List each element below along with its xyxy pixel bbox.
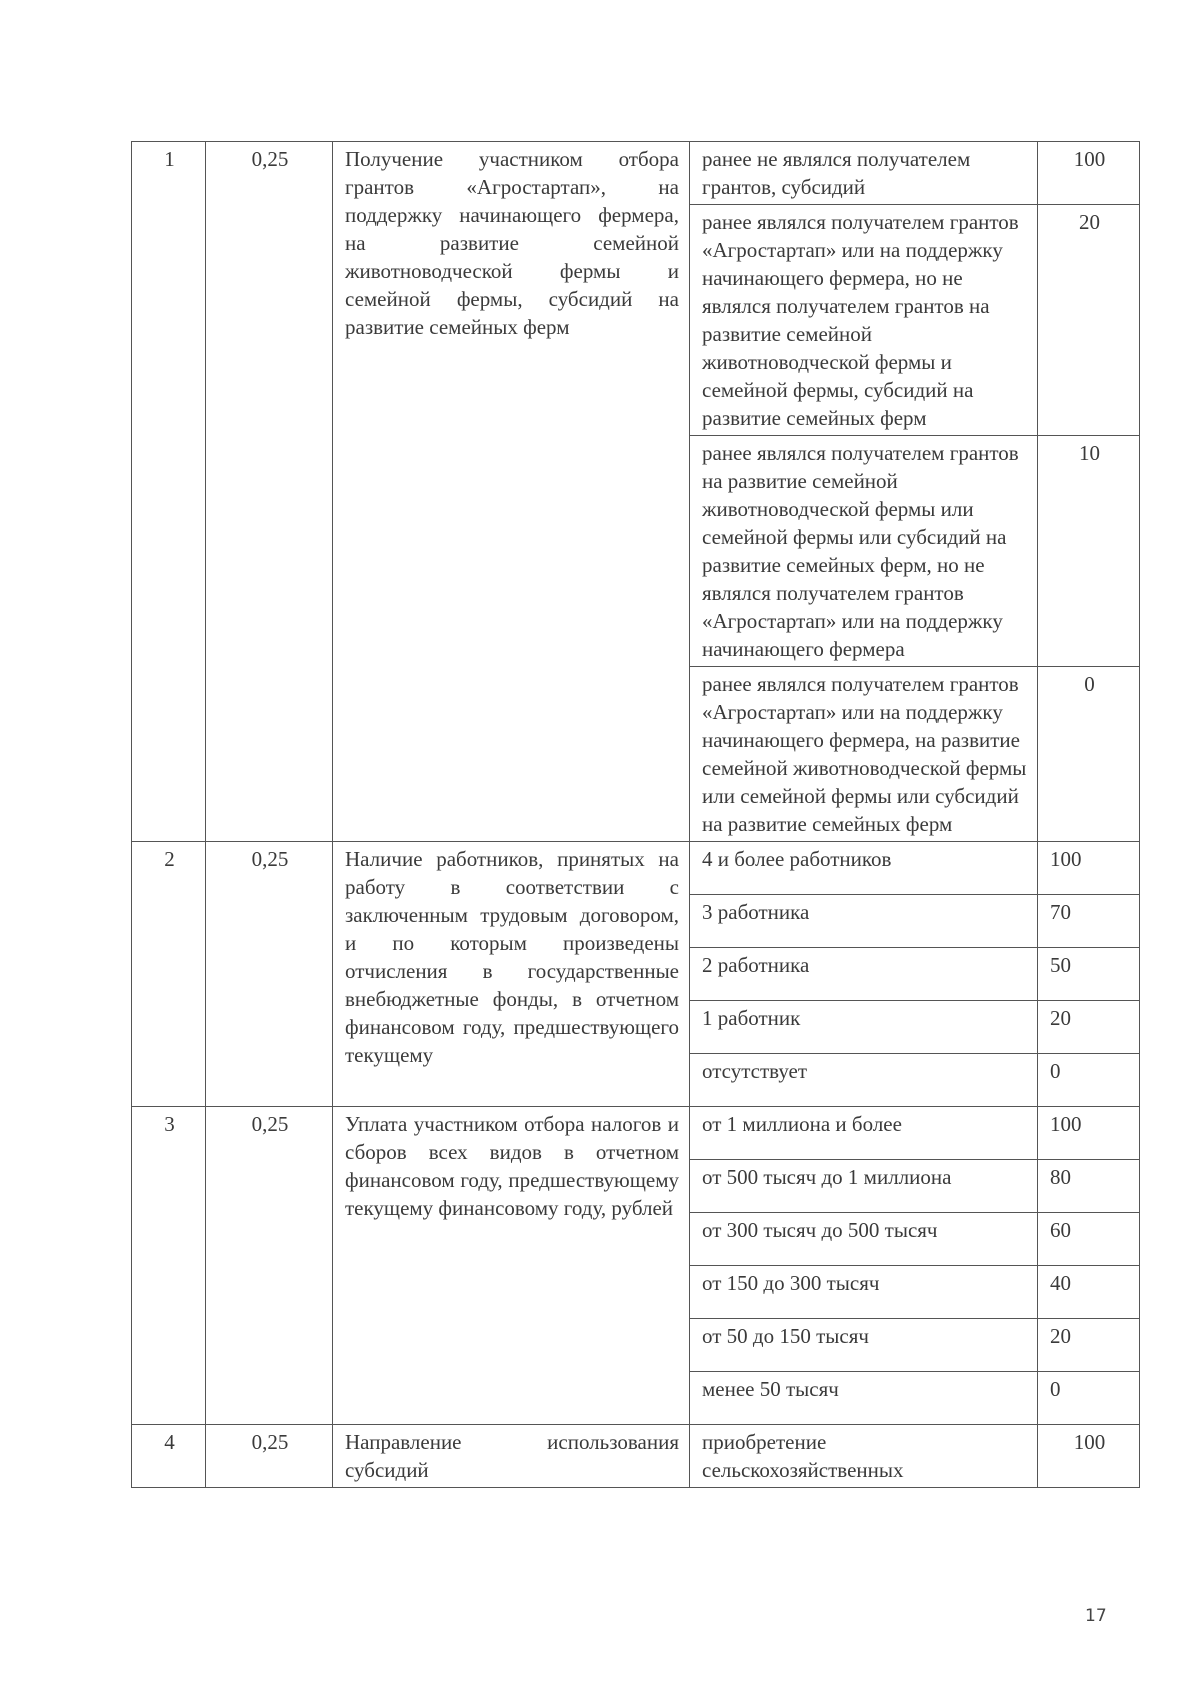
option-text: отсутствует [690, 1054, 1038, 1107]
option-text: ранее не являлся получателем грантов, субсидий [690, 142, 1038, 205]
table-row [132, 1425, 1140, 1488]
option-text: 3 работника [690, 895, 1038, 948]
table-row [132, 142, 1140, 205]
option-points: 60 [1038, 1213, 1140, 1266]
option-points: 40 [1038, 1266, 1140, 1319]
option-text: ранее являлся получателем грантов «Агростартап» или на поддержку начинающего фермера, но не являлся получателем грантов на развитие семейной животноводческой фермы и семейной фермы, субсидий на развитие семейных ферм [690, 205, 1038, 436]
option-points: 10 [1038, 436, 1140, 667]
criterion-description: Получение участником отбора грантов «Агростартап», на поддержку начинающего фермера, на развитие семейной животноводческой фермы и семейной фермы, субсидий на развитие семейных ферм [333, 142, 690, 842]
option-points: 100 [1038, 1107, 1140, 1160]
option-points: 0 [1038, 1054, 1140, 1107]
criterion-number: 3 [132, 1107, 206, 1425]
criterion-number: 1 [132, 142, 206, 842]
option-text: 4 и более работников [690, 842, 1038, 895]
option-points: 100 [1038, 142, 1140, 205]
criterion-weight: 0,25 [206, 1107, 333, 1425]
option-text: ранее являлся получателем грантов «Агростартап» или на поддержку начинающего фермера, на развитие семейной животноводческой фермы или семейной фермы или субсидий на развитие семейных ферм [690, 667, 1038, 842]
criterion-number: 4 [132, 1425, 206, 1488]
option-points: 100 [1038, 842, 1140, 895]
criterion-weight: 0,25 [206, 1425, 333, 1488]
option-text: от 300 тысяч до 500 тысяч [690, 1213, 1038, 1266]
option-text: 1 работник [690, 1001, 1038, 1054]
option-text: от 150 до 300 тысяч [690, 1266, 1038, 1319]
option-points: 20 [1038, 205, 1140, 436]
option-text: от 50 до 150 тысяч [690, 1319, 1038, 1372]
criterion-description: Наличие работников, принятых на работу в соответствии с заключенным трудовым договором, и по которым произведены отчисления в государственные внебюджетные фонды, в отчетном финансовом году, предшествующего текущему [333, 842, 690, 1107]
option-points: 80 [1038, 1160, 1140, 1213]
option-points: 20 [1038, 1001, 1140, 1054]
option-text: приобретение сельскохозяйственных [690, 1425, 1038, 1488]
table-row [132, 1107, 1140, 1160]
option-points: 100 [1038, 1425, 1140, 1488]
option-text: менее 50 тысяч [690, 1372, 1038, 1425]
option-text: от 1 миллиона и более [690, 1107, 1038, 1160]
option-text: 2 работника [690, 948, 1038, 1001]
criterion-description: Направление использования субсидий [333, 1425, 690, 1488]
criterion-number: 2 [132, 842, 206, 1107]
option-text: ранее являлся получателем грантов на развитие семейной животноводческой фермы или семейной фермы или субсидий на развитие семейных ферм, но не являлся получателем грантов «Агростартап» или на поддержку начинающего фермера [690, 436, 1038, 667]
option-points: 50 [1038, 948, 1140, 1001]
criterion-weight: 0,25 [206, 842, 333, 1107]
option-text: от 500 тысяч до 1 миллиона [690, 1160, 1038, 1213]
option-points: 20 [1038, 1319, 1140, 1372]
criterion-description: Уплата участником отбора налогов и сборов всех видов в отчетном финансовом году, предшествующему текущему финансовому году, рублей [333, 1107, 690, 1425]
criteria-table [131, 141, 1140, 1488]
page-number: 17 [1085, 1606, 1107, 1626]
criterion-weight: 0,25 [206, 142, 333, 842]
option-points: 0 [1038, 667, 1140, 842]
option-points: 70 [1038, 895, 1140, 948]
option-points: 0 [1038, 1372, 1140, 1425]
table-row [132, 842, 1140, 895]
